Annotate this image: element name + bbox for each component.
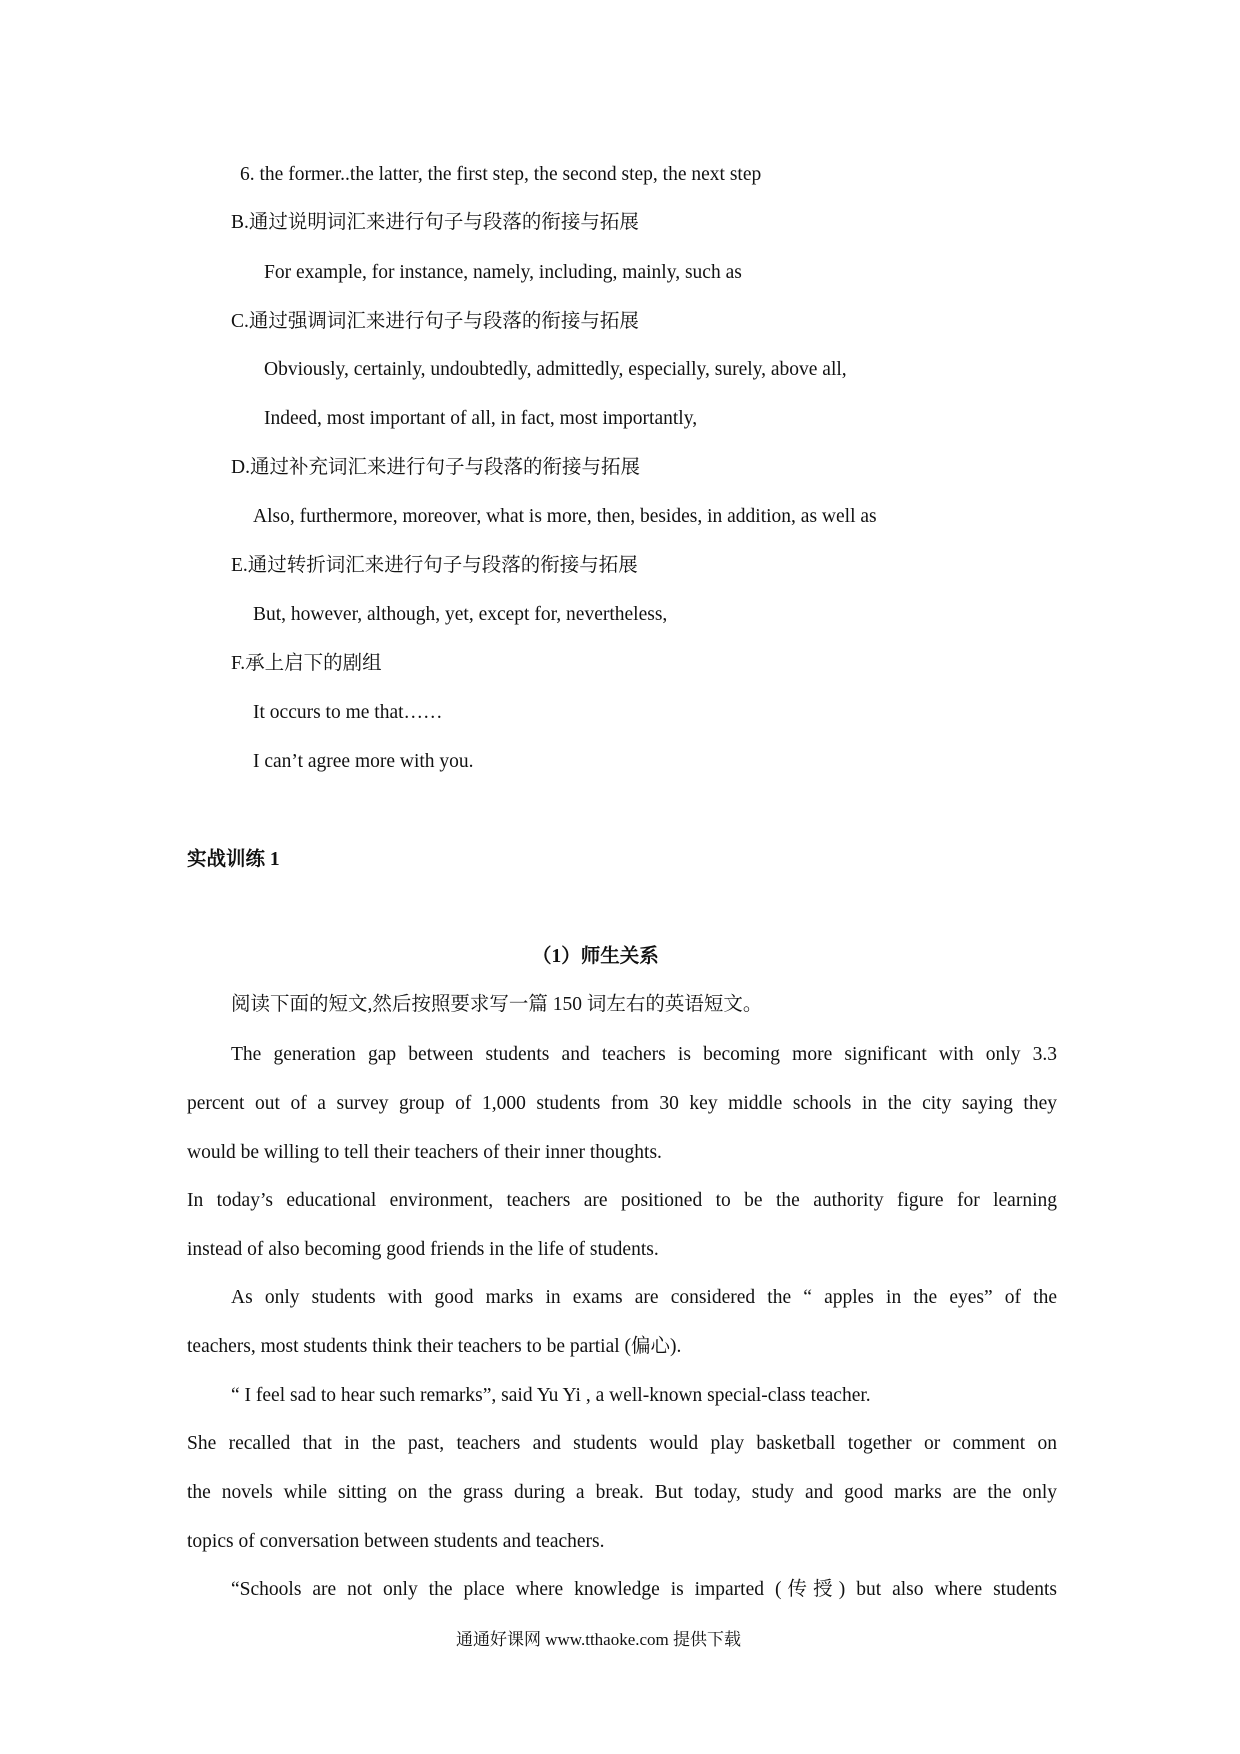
passage-line-7: teachers, most students think their teachers to be partial (偏心). xyxy=(187,1336,682,1357)
section-e-line-1: But, however, although, yet, except for, nevertheless, xyxy=(253,604,668,625)
passage-line-5: instead of also becoming good friends in the life of students. xyxy=(187,1239,659,1260)
section-c-line-2: Indeed, most important of all, in fact, most importantly, xyxy=(264,408,698,429)
section-b-line-1: For example, for instance, namely, including, mainly, such as xyxy=(264,262,742,283)
passage-line-2: percent out of a survey group of 1,000 students from 30 key middle schools in the city saying they xyxy=(187,1093,1057,1114)
passage-line-11: topics of conversation between students and teachers. xyxy=(187,1531,605,1552)
section-e-heading: E.通过转折词汇来进行句子与段落的衔接与拓展 xyxy=(231,555,638,576)
section-c-heading: C.通过强调词汇来进行句子与段落的衔接与拓展 xyxy=(231,311,639,332)
passage-line-9: She recalled that in the past, teachers and students would play basketball together or comment on xyxy=(187,1433,1057,1454)
practice-title: 实战训练 1 xyxy=(187,849,280,870)
passage-line-6: As only students with good marks in exams are considered the “ apples in the eyes” of the xyxy=(231,1287,1057,1308)
section-f-heading: F.承上启下的剧组 xyxy=(231,653,382,674)
passage-line-12: “Schools are not only the place where knowledge is imparted (传授) but also where students xyxy=(231,1579,1057,1600)
instruction: 阅读下面的短文,然后按照要求写一篇 150 词左右的英语短文。 xyxy=(231,994,763,1015)
section-d-heading: D.通过补充词汇来进行句子与段落的衔接与拓展 xyxy=(231,457,640,478)
section-c-line-1: Obviously, certainly, undoubtedly, admittedly, especially, surely, above all, xyxy=(264,359,847,380)
passage-line-8: “ I feel sad to hear such remarks”, said Yu Yi , a well-known special-class teacher. xyxy=(231,1385,871,1406)
section-f-line-2: I can’t agree more with you. xyxy=(253,751,474,772)
passage-line-3: would be willing to tell their teachers of their inner thoughts. xyxy=(187,1142,662,1163)
page-footer: 通通好课网 www.tthaoke.com 提供下载 xyxy=(456,1630,742,1649)
topic-title: （1）师生关系 xyxy=(532,946,659,967)
section-f-line-1: It occurs to me that…… xyxy=(253,702,443,723)
passage-line-10: the novels while sitting on the grass during a break. But today, study and good marks are the only xyxy=(187,1482,1057,1503)
passage-line-1: The generation gap between students and teachers is becoming more significant with only 3.3 xyxy=(231,1044,1057,1065)
section-b-heading: B.通过说明词汇来进行句子与段落的衔接与拓展 xyxy=(231,212,639,233)
list-item-6: 6. the former..the latter, the first step, the second step, the next step xyxy=(240,164,762,185)
passage-line-4: In today’s educational environment, teachers are positioned to be the authority figure for learning xyxy=(187,1190,1057,1211)
section-d-line-1: Also, furthermore, moreover, what is more, then, besides, in addition, as well as xyxy=(253,506,877,527)
